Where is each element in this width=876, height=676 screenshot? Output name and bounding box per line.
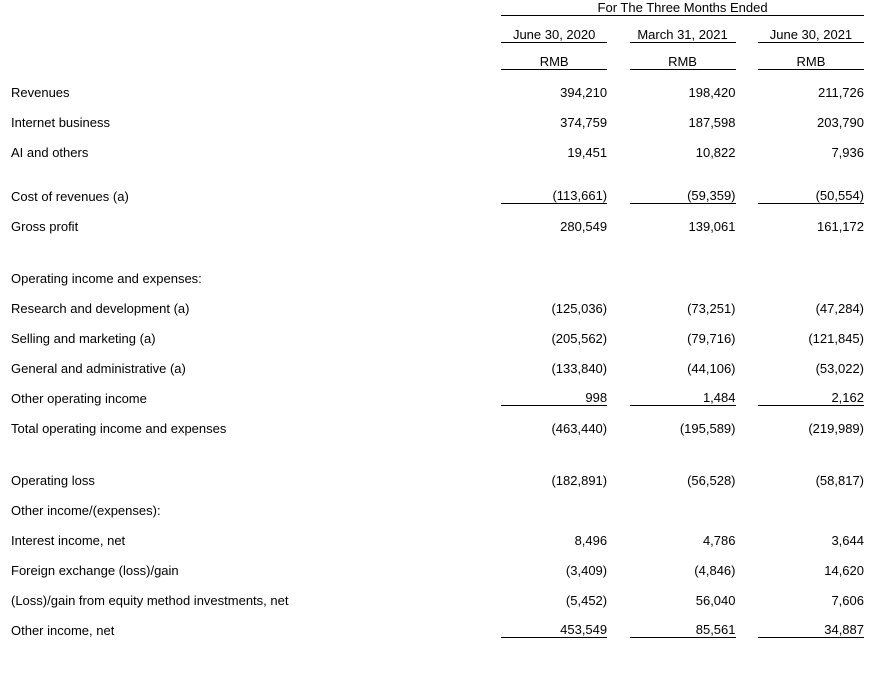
table-row (11, 488, 864, 518)
gap-cell (736, 316, 758, 346)
row-value: 4,786 (702, 532, 736, 548)
table-row (11, 608, 864, 638)
table-row (11, 578, 864, 608)
bottom-rule-row (11, 638, 864, 640)
row-value: (219,989) (758, 406, 864, 436)
table-row (11, 406, 864, 436)
row-value: 85,561 (695, 622, 736, 637)
row-value: 998 (585, 390, 608, 405)
row-label: Selling and marketing (a) (11, 330, 156, 346)
row-value: (47,284) (815, 300, 864, 316)
table-row (11, 204, 864, 234)
currency-header-row (11, 43, 864, 70)
gap-cell (607, 286, 629, 316)
currency-label-1: RMB (501, 43, 607, 70)
gap-cell (736, 578, 758, 608)
currency-empty-cell (11, 43, 501, 70)
header-group-row (11, 0, 864, 16)
column-header-2: March 31, 2021 (630, 16, 736, 43)
row-label: Revenues (11, 84, 70, 100)
spacer-row (11, 160, 864, 174)
column-header-3: June 30, 2021 (758, 16, 864, 43)
row-value (501, 256, 607, 286)
row-value: 198,420 (688, 84, 736, 100)
row-value: (4,846) (694, 562, 736, 578)
column-header-1: June 30, 2020 (501, 16, 607, 43)
gap-cell (736, 256, 758, 286)
row-value: (113,661) (552, 188, 608, 203)
row-value: 8,496 (574, 532, 608, 548)
row-value: 7,606 (831, 592, 864, 608)
row-label: Total operating income and expenses (11, 420, 227, 436)
table-row (11, 376, 864, 406)
row-label: General and administrative (a) (11, 360, 186, 376)
row-value: 7,936 (831, 144, 864, 160)
row-value (758, 488, 864, 518)
gap-cell (607, 548, 629, 578)
gap-cell (736, 100, 758, 130)
row-value: (44,106) (687, 360, 736, 376)
gap-cell (607, 43, 629, 70)
gap-cell (736, 70, 758, 100)
row-label: Other income/(expenses): (11, 502, 161, 518)
column-header-row (11, 16, 864, 43)
gap-cell (736, 406, 758, 436)
row-label: Gross profit (11, 218, 79, 234)
table-row (11, 286, 864, 316)
row-value: (58,817) (815, 472, 864, 488)
gap-cell (607, 16, 629, 43)
spacer-row (11, 436, 864, 458)
row-label: AI and others (11, 144, 89, 160)
row-value (630, 488, 736, 518)
table-row (11, 130, 864, 160)
gap-cell (607, 346, 629, 376)
row-label: Internet business (11, 114, 111, 130)
gap-cell (736, 286, 758, 316)
row-value: (79,716) (687, 330, 736, 346)
table-row (11, 256, 864, 286)
gap-cell (607, 316, 629, 346)
row-value: 453,549 (560, 622, 608, 637)
row-value: (50,554) (815, 188, 864, 203)
row-value: 394,210 (560, 84, 608, 100)
row-value: 211,726 (817, 84, 864, 100)
row-value: (125,036) (551, 300, 608, 316)
row-value: (133,840) (551, 360, 608, 376)
table-row (11, 174, 864, 204)
row-value: (205,562) (551, 330, 608, 346)
column-header-empty-cell (11, 16, 501, 43)
gap-cell (607, 256, 629, 286)
gap-cell (607, 458, 629, 488)
gap-cell (607, 130, 629, 160)
row-label: Operating loss (11, 472, 95, 488)
row-value: (53,022) (815, 360, 864, 376)
gap-cell (736, 376, 758, 406)
gap-cell (736, 638, 758, 640)
currency-label-2: RMB (630, 43, 736, 70)
row-value: (5,452) (565, 592, 608, 608)
table-row (11, 518, 864, 548)
row-value: (195,589) (630, 406, 736, 436)
row-value: (59,359) (687, 188, 736, 203)
header-span-label: For The Three Months Ended (501, 0, 864, 16)
bottom-rule-3 (758, 638, 864, 640)
spacer-cell (11, 234, 864, 256)
gap-cell (607, 100, 629, 130)
table-row (11, 316, 864, 346)
row-value (758, 256, 864, 286)
row-label: Foreign exchange (loss)/gain (11, 562, 179, 578)
row-label: (Loss)/gain from equity method investments, net (11, 592, 289, 608)
row-value: 34,887 (824, 622, 864, 637)
header-empty-cell (11, 0, 501, 16)
row-value: 3,644 (831, 532, 864, 548)
gap-cell (736, 346, 758, 376)
gap-cell (607, 204, 629, 234)
gap-cell (736, 518, 758, 548)
gap-cell (736, 16, 758, 43)
gap-cell (607, 70, 629, 100)
row-value: 203,790 (817, 114, 864, 130)
row-value: 19,451 (567, 144, 608, 160)
spacer-cell (11, 160, 864, 174)
row-value: 139,061 (630, 204, 736, 234)
row-label: Other operating income (11, 390, 147, 406)
row-value: (73,251) (687, 300, 736, 316)
gap-cell (607, 608, 629, 638)
gap-cell (736, 43, 758, 70)
gap-cell (736, 174, 758, 204)
gap-cell (607, 518, 629, 548)
table-row (11, 458, 864, 488)
bottom-rule-1 (501, 638, 607, 640)
gap-cell (736, 488, 758, 518)
row-value: (3,409) (565, 562, 608, 578)
bottom-rule-2 (630, 638, 736, 640)
row-value (630, 256, 736, 286)
gap-cell (736, 608, 758, 638)
gap-cell (736, 458, 758, 488)
row-label: Operating income and expenses: (11, 270, 202, 286)
row-value: 374,759 (560, 114, 608, 130)
row-value: (463,440) (501, 406, 607, 436)
row-value: (56,528) (687, 472, 736, 488)
row-value: 187,598 (688, 114, 736, 130)
bottom-rule-empty-cell (11, 638, 501, 640)
table-row (11, 346, 864, 376)
row-label: Other income, net (11, 622, 115, 638)
gap-cell (607, 174, 629, 204)
gap-cell (607, 406, 629, 436)
gap-cell (607, 638, 629, 640)
row-value (501, 488, 607, 518)
spacer-cell (11, 436, 864, 458)
gap-cell (736, 204, 758, 234)
gap-cell (736, 130, 758, 160)
spacer-row (11, 234, 864, 256)
row-value: 2,162 (831, 390, 864, 405)
gap-cell (607, 578, 629, 608)
gap-cell (607, 376, 629, 406)
financial-table (11, 0, 864, 639)
table-row (11, 548, 864, 578)
currency-label-3: RMB (758, 43, 864, 70)
row-value: 10,822 (695, 144, 736, 160)
gap-cell (607, 488, 629, 518)
row-label: Research and development (a) (11, 300, 190, 316)
row-value: (121,845) (808, 330, 864, 346)
row-value: 56,040 (695, 592, 736, 608)
row-label: Cost of revenues (a) (11, 188, 129, 204)
row-value: 1,484 (702, 390, 736, 405)
row-label: Interest income, net (11, 532, 126, 548)
row-value: 280,549 (501, 204, 607, 234)
row-value: (182,891) (551, 472, 608, 488)
table-row (11, 100, 864, 130)
row-value: 161,172 (758, 204, 864, 234)
gap-cell (736, 548, 758, 578)
row-value: 14,620 (824, 562, 864, 578)
table-row (11, 70, 864, 100)
